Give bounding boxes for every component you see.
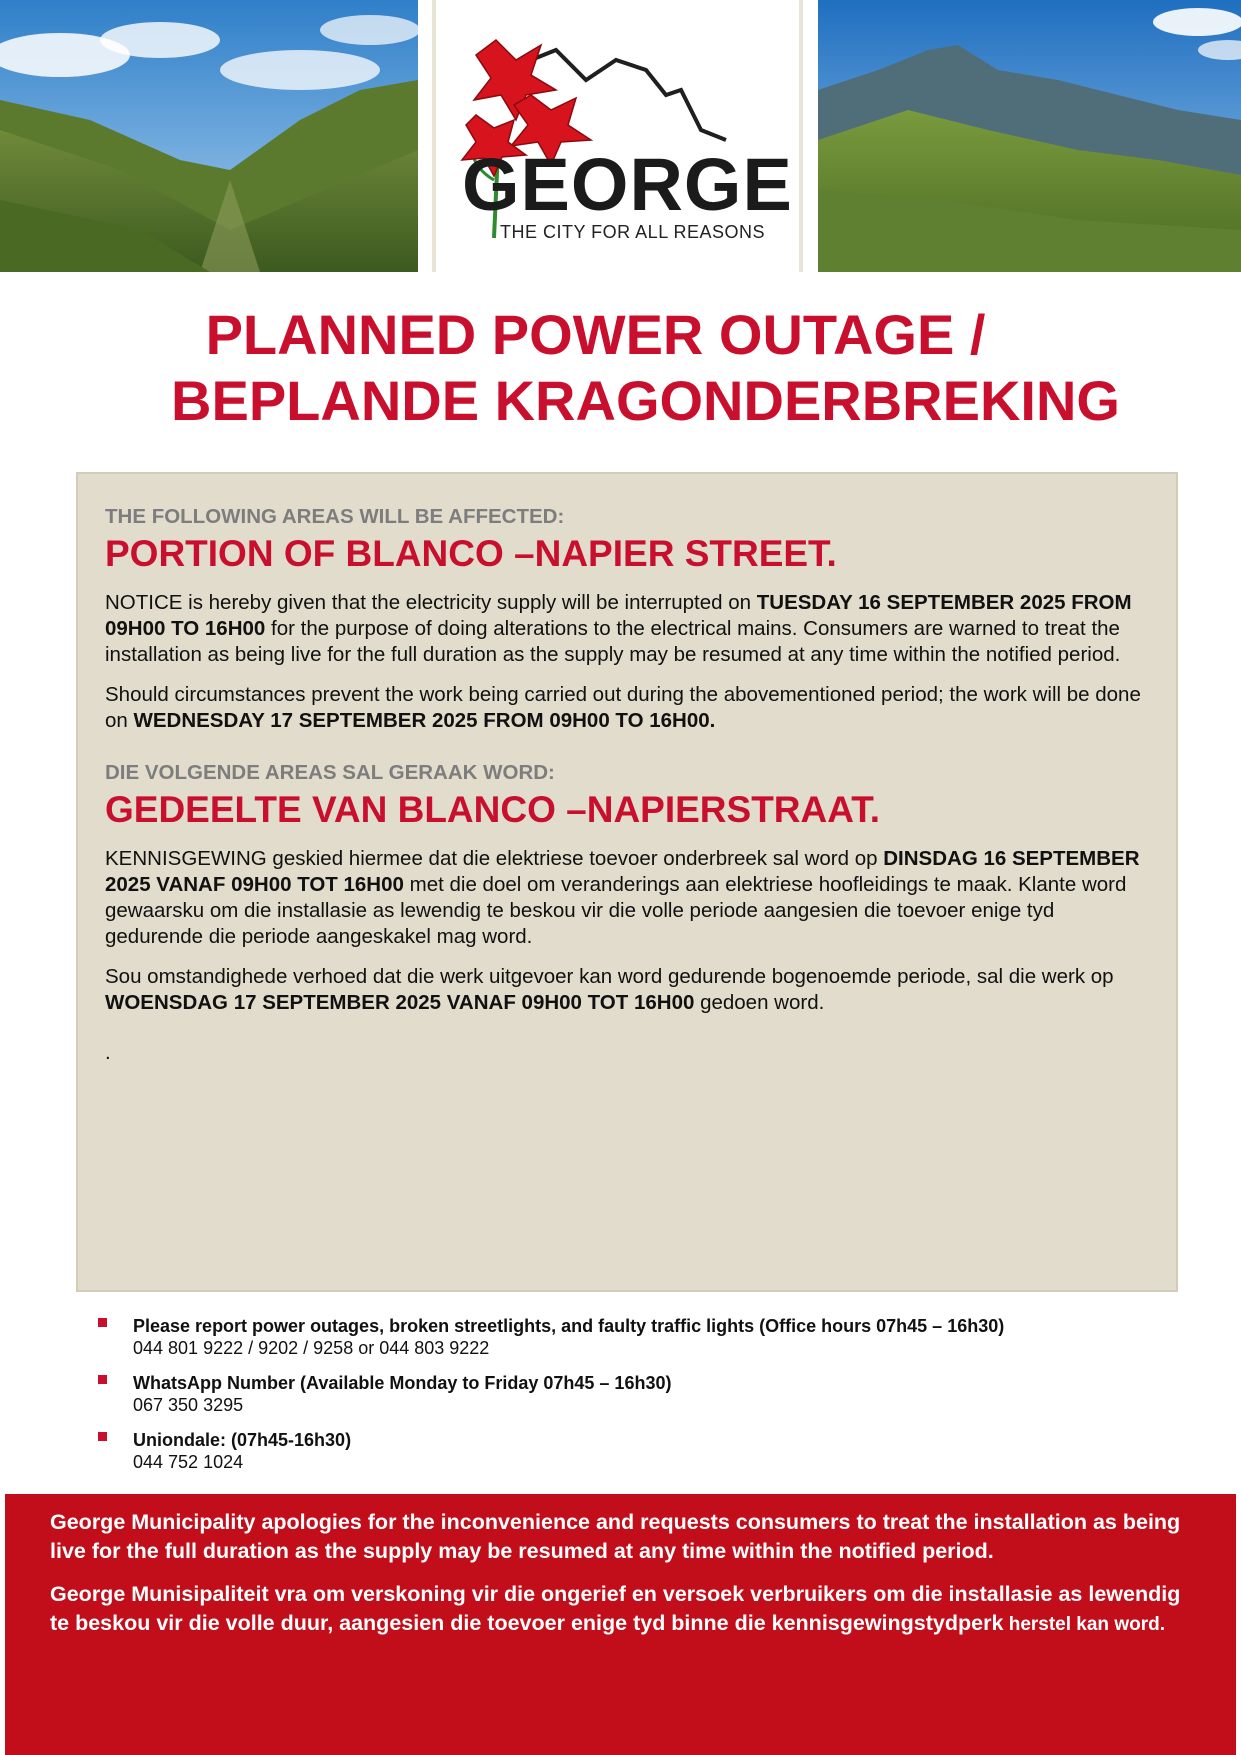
english-alternate-paragraph: [105, 682, 1145, 734]
afrikaans-alternate-text-end: gedoen word.: [694, 991, 825, 1014]
logo-panel: [432, 0, 803, 272]
bullet-icon: [98, 1432, 107, 1441]
footer-english-text: George Municipality apologies for the inconvenience and requests consumers to treat the installation as being live for the full duration as the supply may be resumed at any time within the notified period.: [50, 1510, 1181, 1563]
page-title: [0, 302, 1241, 434]
afrikaans-alternate-paragraph: [105, 964, 1145, 1016]
afrikaans-section-label: DIE VOLGENDE AREAS SAL GERAAK WORD:: [105, 761, 555, 784]
afrikaans-alternate-date: WOENSDAG 17 SEPTEMBER 2025 VANAF 09H00 TOT 16H00: [105, 991, 695, 1014]
mountain-photo-left: [0, 0, 418, 272]
english-area-title: PORTION OF BLANCO –NAPIER STREET.: [105, 533, 837, 574]
afrikaans-notice-text: KENNISGEWING geskied hiermee dat die elektriese toevoer onderbreek sal word op: [105, 847, 884, 870]
bullet-icon: [98, 1318, 107, 1327]
contact-number: 067 350 3295: [133, 1395, 244, 1415]
bullet-icon: [98, 1375, 107, 1384]
contact-number: 044 752 1024: [133, 1452, 244, 1472]
contact-title: Please report power outages, broken streetlights, and faulty traffic lights (Office hours 07h45 – 16h30): [133, 1316, 1005, 1336]
title-line-afrikaans: BEPLANDE KRAGONDERBREKING: [171, 369, 1120, 432]
footer-afrikaans-text: George Munisipaliteit vra om verskoning vir die ongerief en versoek verbruikers om die installasie as lewendig te beskou vir die volle duur, aangesien die toevoer enige tyd binne die kennisgewingstydperk: [50, 1582, 1181, 1635]
notice-panel: [76, 472, 1178, 1292]
english-notice-text: NOTICE is hereby given that the electricity supply will be interrupted on: [105, 591, 757, 614]
afrikaans-notice-text-cont: met die doel om veranderings aan elektriese hoofleidings te maak. Klante word gewaarsku om die installasie as lewendig te beskou vir die volle periode aangesien die toevoer enige tyd gedurende die periode aangeskakel mag word.: [105, 873, 1127, 948]
english-outage-date: TUESDAY 16 SEPTEMBER 2025 FROM 09H00 TO 16H00: [105, 591, 1132, 640]
contact-item-uniondale: [96, 1429, 1216, 1473]
english-section-label: THE FOLLOWING AREAS WILL BE AFFECTED:: [105, 505, 565, 528]
english-notice-text-cont: for the purpose of doing alterations to the electrical mains. Consumers are warned to treat the installation as being live for the full duration as the supply may be resumed at any time within the notified period.: [105, 617, 1121, 666]
afrikaans-notice-paragraph: [105, 846, 1145, 950]
header-banner: [0, 0, 1241, 272]
afrikaans-outage-date: DINSDAG 16 SEPTEMBER 2025 VANAF 09H00 TOT 16H00: [105, 847, 1140, 896]
contact-item-report: [96, 1315, 1216, 1359]
contact-number: 044 801 9222 / 9202 / 9258 or 044 803 9222: [133, 1338, 490, 1358]
english-notice-paragraph: [105, 590, 1145, 668]
mountain-photo-right: [818, 0, 1241, 272]
logo-wordmark: GEORGE: [462, 143, 793, 226]
afrikaans-area-title: GEDEELTE VAN BLANCO –NAPIERSTRAAT.: [105, 789, 880, 830]
footer-afrikaans-paragraph: [50, 1580, 1196, 1639]
footer-afrikaans-text-end: herstel kan word.: [1003, 1614, 1165, 1635]
title-line-english: PLANNED POWER OUTAGE /: [205, 303, 986, 366]
contact-list: [96, 1315, 1216, 1486]
trailing-dot: .: [105, 1041, 111, 1064]
contact-item-whatsapp: [96, 1372, 1216, 1416]
apology-footer: [5, 1494, 1236, 1755]
logo-tagline: THE CITY FOR ALL REASONS: [500, 222, 766, 242]
afrikaans-alternate-text: Sou omstandighede verhoed dat die werk uitgevoer kan word gedurende bogenoemde periode, sal die werk op: [105, 965, 1114, 988]
contact-title: WhatsApp Number (Available Monday to Friday 07h45 – 16h30): [133, 1373, 672, 1393]
english-alternate-date: WEDNESDAY 17 SEPTEMBER 2025 FROM 09H00 TO 16H00.: [133, 709, 716, 732]
english-alternate-text: Should circumstances prevent the work being carried out during the abovementioned period; the work will be done on: [105, 683, 1141, 732]
contact-title: Uniondale: (07h45-16h30): [133, 1430, 352, 1450]
